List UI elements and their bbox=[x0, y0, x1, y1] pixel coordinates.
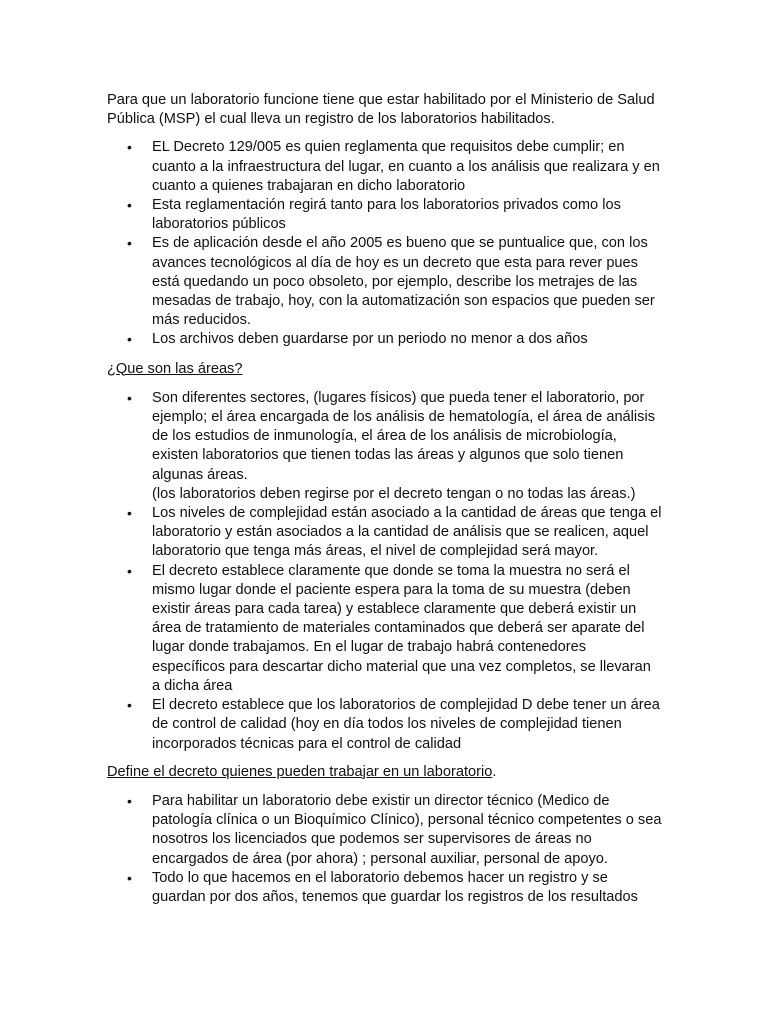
list-item bbox=[107, 138, 662, 196]
decree-list bbox=[107, 138, 662, 349]
bullet-icon: • bbox=[127, 389, 132, 406]
bullet-icon: • bbox=[127, 869, 132, 886]
list-item-text: Los archivos deben guardarse por un periodo no menor a dos años bbox=[152, 331, 588, 348]
bullet-icon: • bbox=[127, 505, 132, 522]
list-item-text: Los niveles de complejidad están asociado a la cantidad de áreas que tenga el laboratorio y están asociados a la cantidad de análisis que se realicen, aquel laboratorio que tenga más áreas, el nivel de complejidad será mayor. bbox=[152, 505, 662, 560]
list-item-text: El decreto establece claramente que donde se toma la muestra no será el mismo lugar donde el paciente espera para la toma de su muestra (deben existir áreas para cada tarea) y establece claramente que deberá existir un área de tratamiento de materiales contaminados que deberá ser aparate del lugar donde trabajamos. En el lugar de trabajo habrá contenedores específicos para descartar dicho material que una vez completos, se llevaran a dicha área bbox=[152, 562, 651, 694]
list-item-text: Todo lo que hacemos en el laboratorio debemos hacer un registro y se guardan por dos años, tenemos que guardar los registros de los resultados bbox=[152, 869, 638, 905]
list-item bbox=[107, 504, 662, 562]
list-item-text: Esta reglamentación regirá tanto para los laboratorios privados como los laboratorios públicos bbox=[152, 197, 621, 233]
list-item bbox=[107, 389, 662, 504]
section-heading-areas: ¿Que son las áreas? bbox=[107, 360, 243, 377]
list-item-text: El decreto establece que los laboratorios de complejidad D debe tener un área de control de calidad (hoy en día todos los niveles de complejidad tienen incorporados técnicas para el control de calidad bbox=[152, 697, 660, 752]
bullet-icon: • bbox=[127, 792, 132, 809]
list-item-text: Son diferentes sectores, (lugares físicos) que pueda tener el laboratorio, por ejemplo; el área encargada de los análisis de hematología, el área de análisis de los estudios de inmunología, el área de los análisis de microbiología, existen laboratorios que tienen todas las áreas y algunos que solo tienen algunas áreas. bbox=[152, 389, 655, 483]
bullet-icon: • bbox=[127, 697, 132, 714]
list-item bbox=[107, 330, 662, 349]
list-item-text: Es de aplicación desde el año 2005 es bueno que se puntualice que, con los avances tecnológicos al día de hoy es un decreto que esta para rever pues está quedando un poco obsoleto, por ejemplo, describe los metrajes de las mesadas de trabajo, hoy, con la automatización son espacios que pueden ser más reducidos. bbox=[152, 235, 655, 329]
list-item bbox=[107, 869, 662, 907]
bullet-icon: • bbox=[127, 331, 132, 348]
personnel-list bbox=[107, 792, 662, 907]
list-item bbox=[107, 234, 662, 330]
list-item bbox=[107, 792, 662, 869]
list-item bbox=[107, 562, 662, 696]
bullet-icon: • bbox=[127, 562, 132, 579]
list-item-text: EL Decreto 129/005 es quien reglamenta que requisitos debe cumplir; en cuanto a la infraestructura del lugar, en cuanto a los análisis que realizara y en cuanto a quienes trabajaran en dicho laboratorio bbox=[152, 139, 660, 194]
bullet-icon: • bbox=[127, 235, 132, 252]
bullet-icon: • bbox=[127, 139, 132, 156]
section-heading-personnel-text: Define el decreto quienes pueden trabajar en un laboratorio bbox=[107, 763, 493, 780]
bullet-icon: • bbox=[127, 197, 132, 214]
section-heading-personnel bbox=[107, 763, 662, 782]
list-item bbox=[107, 196, 662, 234]
areas-list bbox=[107, 389, 662, 754]
section-heading-personnel-suffix: . bbox=[492, 763, 497, 780]
list-item-text: Para habilitar un laboratorio debe existir un director técnico (Medico de patología clínica o un Bioquímico Clínico), personal técnico competentes o sea nosotros los licenciados que podemos ser supervisores de áreas no encargados de área (por ahora) ; personal auxiliar, personal de apoyo. bbox=[152, 792, 662, 867]
intro-paragraph: Para que un laboratorio funcione tiene que estar habilitado por el Ministerio de Salud Pública (MSP) el cual lleva un registro de los laboratorios habilitados. bbox=[107, 92, 655, 128]
list-item-note: (los laboratorios deben regirse por el decreto tengan o no todas las áreas.) bbox=[152, 485, 636, 502]
list-item bbox=[107, 696, 662, 754]
